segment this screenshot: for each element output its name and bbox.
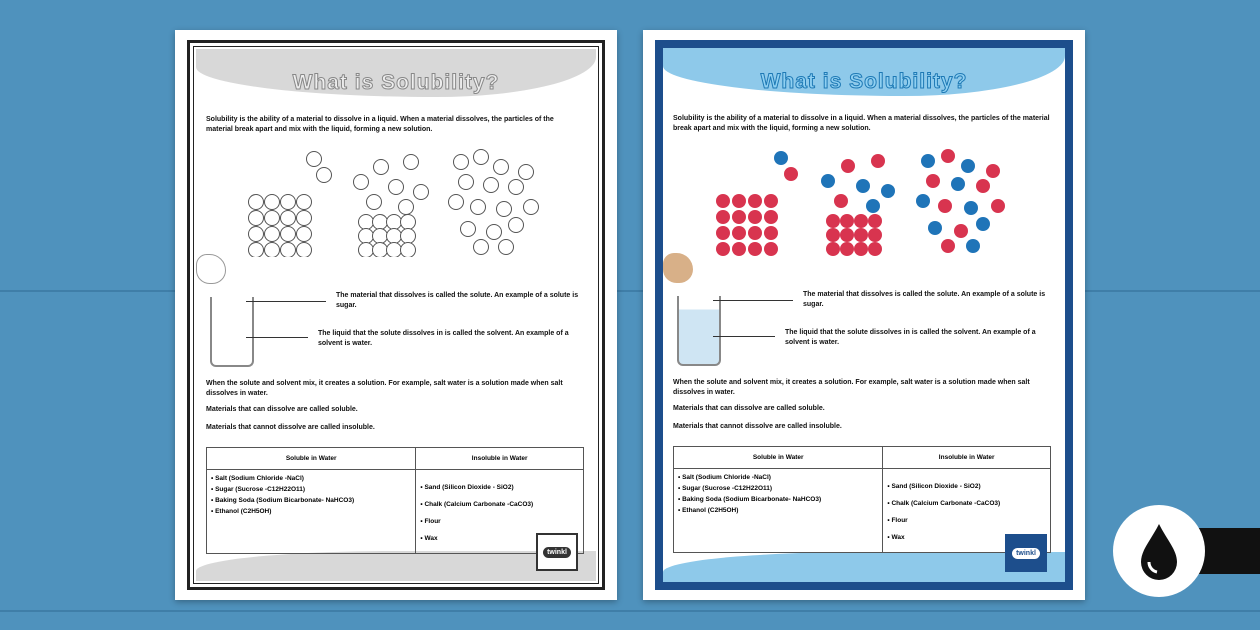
solute-particle: [373, 215, 388, 230]
list-item: • Ethanol (C2H5OH): [678, 507, 739, 514]
solute-particle: [941, 149, 955, 163]
solute-particle: [249, 243, 264, 258]
header-insoluble: Insoluble in Water: [883, 447, 1051, 469]
hand-pouring: [196, 254, 226, 284]
solute-particle: [265, 227, 280, 242]
solvent-particle: [916, 194, 930, 208]
solvent-particle: [951, 177, 965, 191]
twinkl-logo: twinkl: [1005, 534, 1047, 572]
soluble-text: Materials that can dissolve are called soluble.: [206, 406, 358, 413]
solvent-label: The liquid that the solute dissolves in is called the solvent. An example of a solvent is water.: [785, 329, 1036, 346]
solute-particle: [373, 243, 388, 258]
solvent-particle: [449, 195, 464, 210]
solute-particle: [265, 211, 280, 226]
solvent-particle: [928, 221, 942, 235]
solute-particle: [281, 195, 296, 210]
solute-particle: [938, 199, 952, 213]
solute-particle: [509, 180, 524, 195]
solvent-particle: [389, 180, 404, 195]
solvent-particle: [509, 218, 524, 233]
solute-particle: [854, 228, 868, 242]
solvent-particle: [497, 202, 512, 217]
solvent-particle: [399, 200, 414, 215]
solute-particle: [317, 168, 332, 183]
solute-particle: [941, 239, 955, 253]
solute-particle: [748, 226, 762, 240]
solute-particle: [459, 175, 474, 190]
solute-particle: [373, 229, 388, 244]
list-item: • Salt (Sodium Chloride -NaCl): [678, 474, 771, 481]
solute-particle: [387, 215, 402, 230]
solute-particle: [841, 159, 855, 173]
list-item: • Chalk (Calcium Carbonate -CaCO3): [887, 500, 1001, 507]
ink-drop-badge[interactable]: [1113, 505, 1205, 597]
header-soluble: Soluble in Water: [674, 447, 883, 469]
solute-particle: [748, 194, 762, 208]
solute-particle: [926, 174, 940, 188]
solute-particle: [281, 211, 296, 226]
solvent-particle: [866, 199, 880, 213]
solvent-particle: [494, 160, 509, 175]
solute-particle: [297, 227, 312, 242]
solute-particle: [249, 195, 264, 210]
solvent-particle: [307, 152, 322, 167]
beaker-illustration: [210, 297, 254, 367]
solute-particle: [401, 243, 416, 258]
solute-particle: [732, 194, 746, 208]
list-item: • Sand (Silicon Dioxide - SiO2): [887, 483, 981, 490]
solute-particle: [716, 194, 730, 208]
solute-particle: [297, 211, 312, 226]
solute-particle: [826, 228, 840, 242]
solute-particle: [404, 155, 419, 170]
list-item: • Wax: [420, 535, 438, 542]
solute-particle: [387, 229, 402, 244]
solute-particle: [297, 243, 312, 258]
soluble-text: Materials that can dissolve are called soluble.: [673, 405, 825, 412]
solute-particle: [471, 200, 486, 215]
solvent-particle: [921, 154, 935, 168]
solvent-label: The liquid that the solute dissolves in is called the solvent. An example of a solvent is water.: [318, 330, 569, 347]
solute-particle: [249, 211, 264, 226]
solute-particle: [826, 214, 840, 228]
particle-diagram: [246, 147, 556, 257]
solute-particle: [265, 243, 280, 258]
solute-particle: [281, 243, 296, 258]
worksheet-colour: [643, 30, 1085, 600]
solute-particle: [387, 243, 402, 258]
list-item: • Chalk (Calcium Carbonate -CaCO3): [420, 501, 534, 508]
solute-particle: [826, 242, 840, 256]
solvent-particle: [976, 217, 990, 231]
solute-particle: [524, 200, 539, 215]
solvent-particle: [961, 159, 975, 173]
solute-particle: [359, 243, 374, 258]
solute-label: The material that dissolves is called the solute. An example of a solute is sugar.: [803, 291, 1046, 308]
solution-text: When the solute and solvent mix, it creates a solution. For example, salt water is a solution made when salt dissolves in water.: [673, 379, 1030, 396]
solute-particle: [359, 215, 374, 230]
header-insoluble: Insoluble in Water: [416, 448, 584, 470]
solubility-table: [206, 447, 584, 554]
solute-particle: [991, 199, 1005, 213]
solute-particle: [474, 150, 489, 165]
worksheet-greyscale: [175, 30, 617, 600]
solute-particle: [249, 227, 264, 242]
page-border: [655, 40, 1073, 590]
solute-particle: [281, 227, 296, 242]
solute-particle: [474, 240, 489, 255]
solute-particle: [834, 194, 848, 208]
solute-particle: [748, 242, 762, 256]
solute-particle: [764, 226, 778, 240]
solvent-particle: [484, 178, 499, 193]
solute-label: The material that dissolves is called the solute. An example of a solute is sugar.: [336, 292, 579, 309]
list-item: • Flour: [420, 518, 441, 525]
intro-text: Solubility is the ability of a material to dissolve in a liquid. When a material dissolves, the particles of the material break apart and mix with the liquid, forming a new solution.: [673, 115, 1050, 132]
solvent-particle: [354, 175, 369, 190]
solute-particle: [954, 224, 968, 238]
solute-particle: [732, 226, 746, 240]
hand-pouring: [663, 253, 693, 283]
list-item: • Ethanol (C2H5OH): [211, 508, 272, 515]
solvent-particle: [856, 179, 870, 193]
solvent-particle: [499, 240, 514, 255]
solute-particle: [401, 229, 416, 244]
solvent-particle: [964, 201, 978, 215]
solvent-particle: [414, 185, 429, 200]
solute-particle: [374, 160, 389, 175]
solvent-particle: [454, 155, 469, 170]
list-item: • Flour: [887, 517, 908, 524]
list-item: • Wax: [887, 534, 905, 541]
solute-particle: [840, 228, 854, 242]
solute-particle: [732, 210, 746, 224]
solute-particle: [367, 195, 382, 210]
solute-particle: [716, 210, 730, 224]
solute-particle: [784, 167, 798, 181]
solvent-particle: [881, 184, 895, 198]
solvent-particle: [821, 174, 835, 188]
solute-particle: [764, 194, 778, 208]
solute-particle: [976, 179, 990, 193]
solute-particle: [840, 242, 854, 256]
twinkl-logo: twinkl: [536, 533, 578, 571]
solution-text: When the solute and solvent mix, it creates a solution. For example, salt water is a solution made when salt dissolves in water.: [206, 380, 563, 397]
solute-particle: [519, 165, 534, 180]
soluble-list: [207, 470, 416, 554]
insoluble-text: Materials that cannot dissolve are called insoluble.: [673, 423, 842, 430]
insoluble-text: Materials that cannot dissolve are called insoluble.: [206, 424, 375, 431]
list-item: • Sugar (Sucrose -C12H22O11): [678, 485, 773, 492]
solute-particle: [868, 228, 882, 242]
ink-drop-icon: [1139, 522, 1179, 580]
solvent-particle: [774, 151, 788, 165]
solute-particle: [764, 242, 778, 256]
solute-particle: [854, 214, 868, 228]
solute-particle: [716, 242, 730, 256]
list-item: • Salt (Sodium Chloride -NaCl): [211, 475, 304, 482]
list-item: • Sand (Silicon Dioxide - SiO2): [420, 484, 514, 491]
solute-particle: [840, 214, 854, 228]
solute-particle: [854, 242, 868, 256]
soluble-list: [674, 469, 883, 553]
beaker-illustration: [677, 296, 721, 366]
solute-particle: [868, 242, 882, 256]
page-border: [187, 40, 605, 590]
page-title: What is Solubility?: [292, 71, 500, 94]
solubility-table: [673, 446, 1051, 553]
solute-particle: [986, 164, 1000, 178]
solute-particle: [748, 210, 762, 224]
page-title: What is Solubility?: [760, 70, 968, 93]
header-soluble: Soluble in Water: [207, 448, 416, 470]
particle-diagram: [713, 146, 1023, 256]
solute-particle: [764, 210, 778, 224]
solute-particle: [716, 226, 730, 240]
list-item: • Sugar (Sucrose -C12H22O11): [211, 486, 306, 493]
solvent-particle: [461, 222, 476, 237]
solute-particle: [265, 195, 280, 210]
solute-particle: [297, 195, 312, 210]
solute-particle: [871, 154, 885, 168]
solute-particle: [359, 229, 374, 244]
solute-particle: [732, 242, 746, 256]
solute-particle: [487, 225, 502, 240]
intro-text: Solubility is the ability of a material to dissolve in a liquid. When a material dissolves, the particles of the material break apart and mix with the liquid, forming a new solution.: [206, 116, 554, 133]
solute-particle: [401, 215, 416, 230]
solute-particle: [868, 214, 882, 228]
list-item: • Baking Soda (Sodium Bicarbonate- NaHCO3): [211, 497, 355, 504]
solvent-particle: [966, 239, 980, 253]
list-item: • Baking Soda (Sodium Bicarbonate- NaHCO3): [678, 496, 822, 503]
